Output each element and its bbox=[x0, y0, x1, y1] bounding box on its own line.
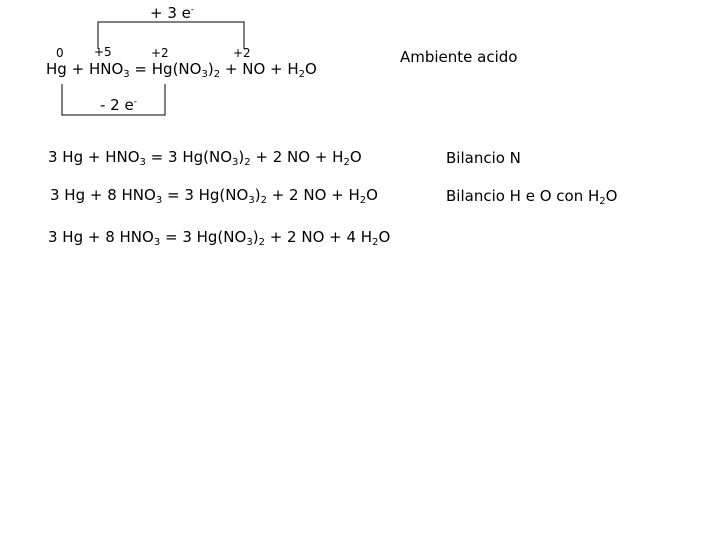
note-step-1: Bilancio N bbox=[446, 149, 521, 167]
oxidation-state-n-reactant: +5 bbox=[94, 45, 112, 59]
hno3-reactant: HNO bbox=[88, 60, 124, 78]
oxidation-state-hg-reactant: 0 bbox=[56, 46, 64, 60]
gain-bracket-line bbox=[98, 22, 244, 49]
equation-step-2: 3 Hg + 8 $HNO_3 = 3$ $Hg(NO_3)_2 + 2$ NO + $H_2O$ bbox=[50, 186, 378, 206]
hg-reactant: Hg bbox=[46, 60, 67, 78]
electrons-lost-label: - 2 e- bbox=[100, 96, 137, 114]
equation-step-3: 3 Hg + 8 $HNO_3 = 3$ $Hg(NO_3)_2 + 2$ NO + 4 $H_2O$ bbox=[48, 228, 391, 248]
oxidation-state-hg-product: +2 bbox=[151, 46, 169, 60]
hg-no3-2-product: Hg(NO bbox=[151, 60, 202, 78]
skeleton-equation: $Hg + HNO_3 = Hg(NO_3)_2$ + NO + $H_2O$ bbox=[46, 60, 317, 80]
equation-step-1: 3 $Hg + HNO_3 = 3$ $Hg(NO_3)_2 + 2$ NO + $H_2O$ bbox=[48, 148, 362, 168]
h2o-product: $H_2O$ bbox=[287, 60, 317, 80]
oxidation-state-n-product: +2 bbox=[233, 46, 251, 60]
medium-label: Ambiente acido bbox=[400, 48, 518, 66]
no-product: NO bbox=[242, 60, 266, 78]
note-step-2: Bilancio H e O con $H_2O$ bbox=[446, 187, 618, 207]
electrons-gained-label: + 3 e- bbox=[150, 4, 195, 22]
